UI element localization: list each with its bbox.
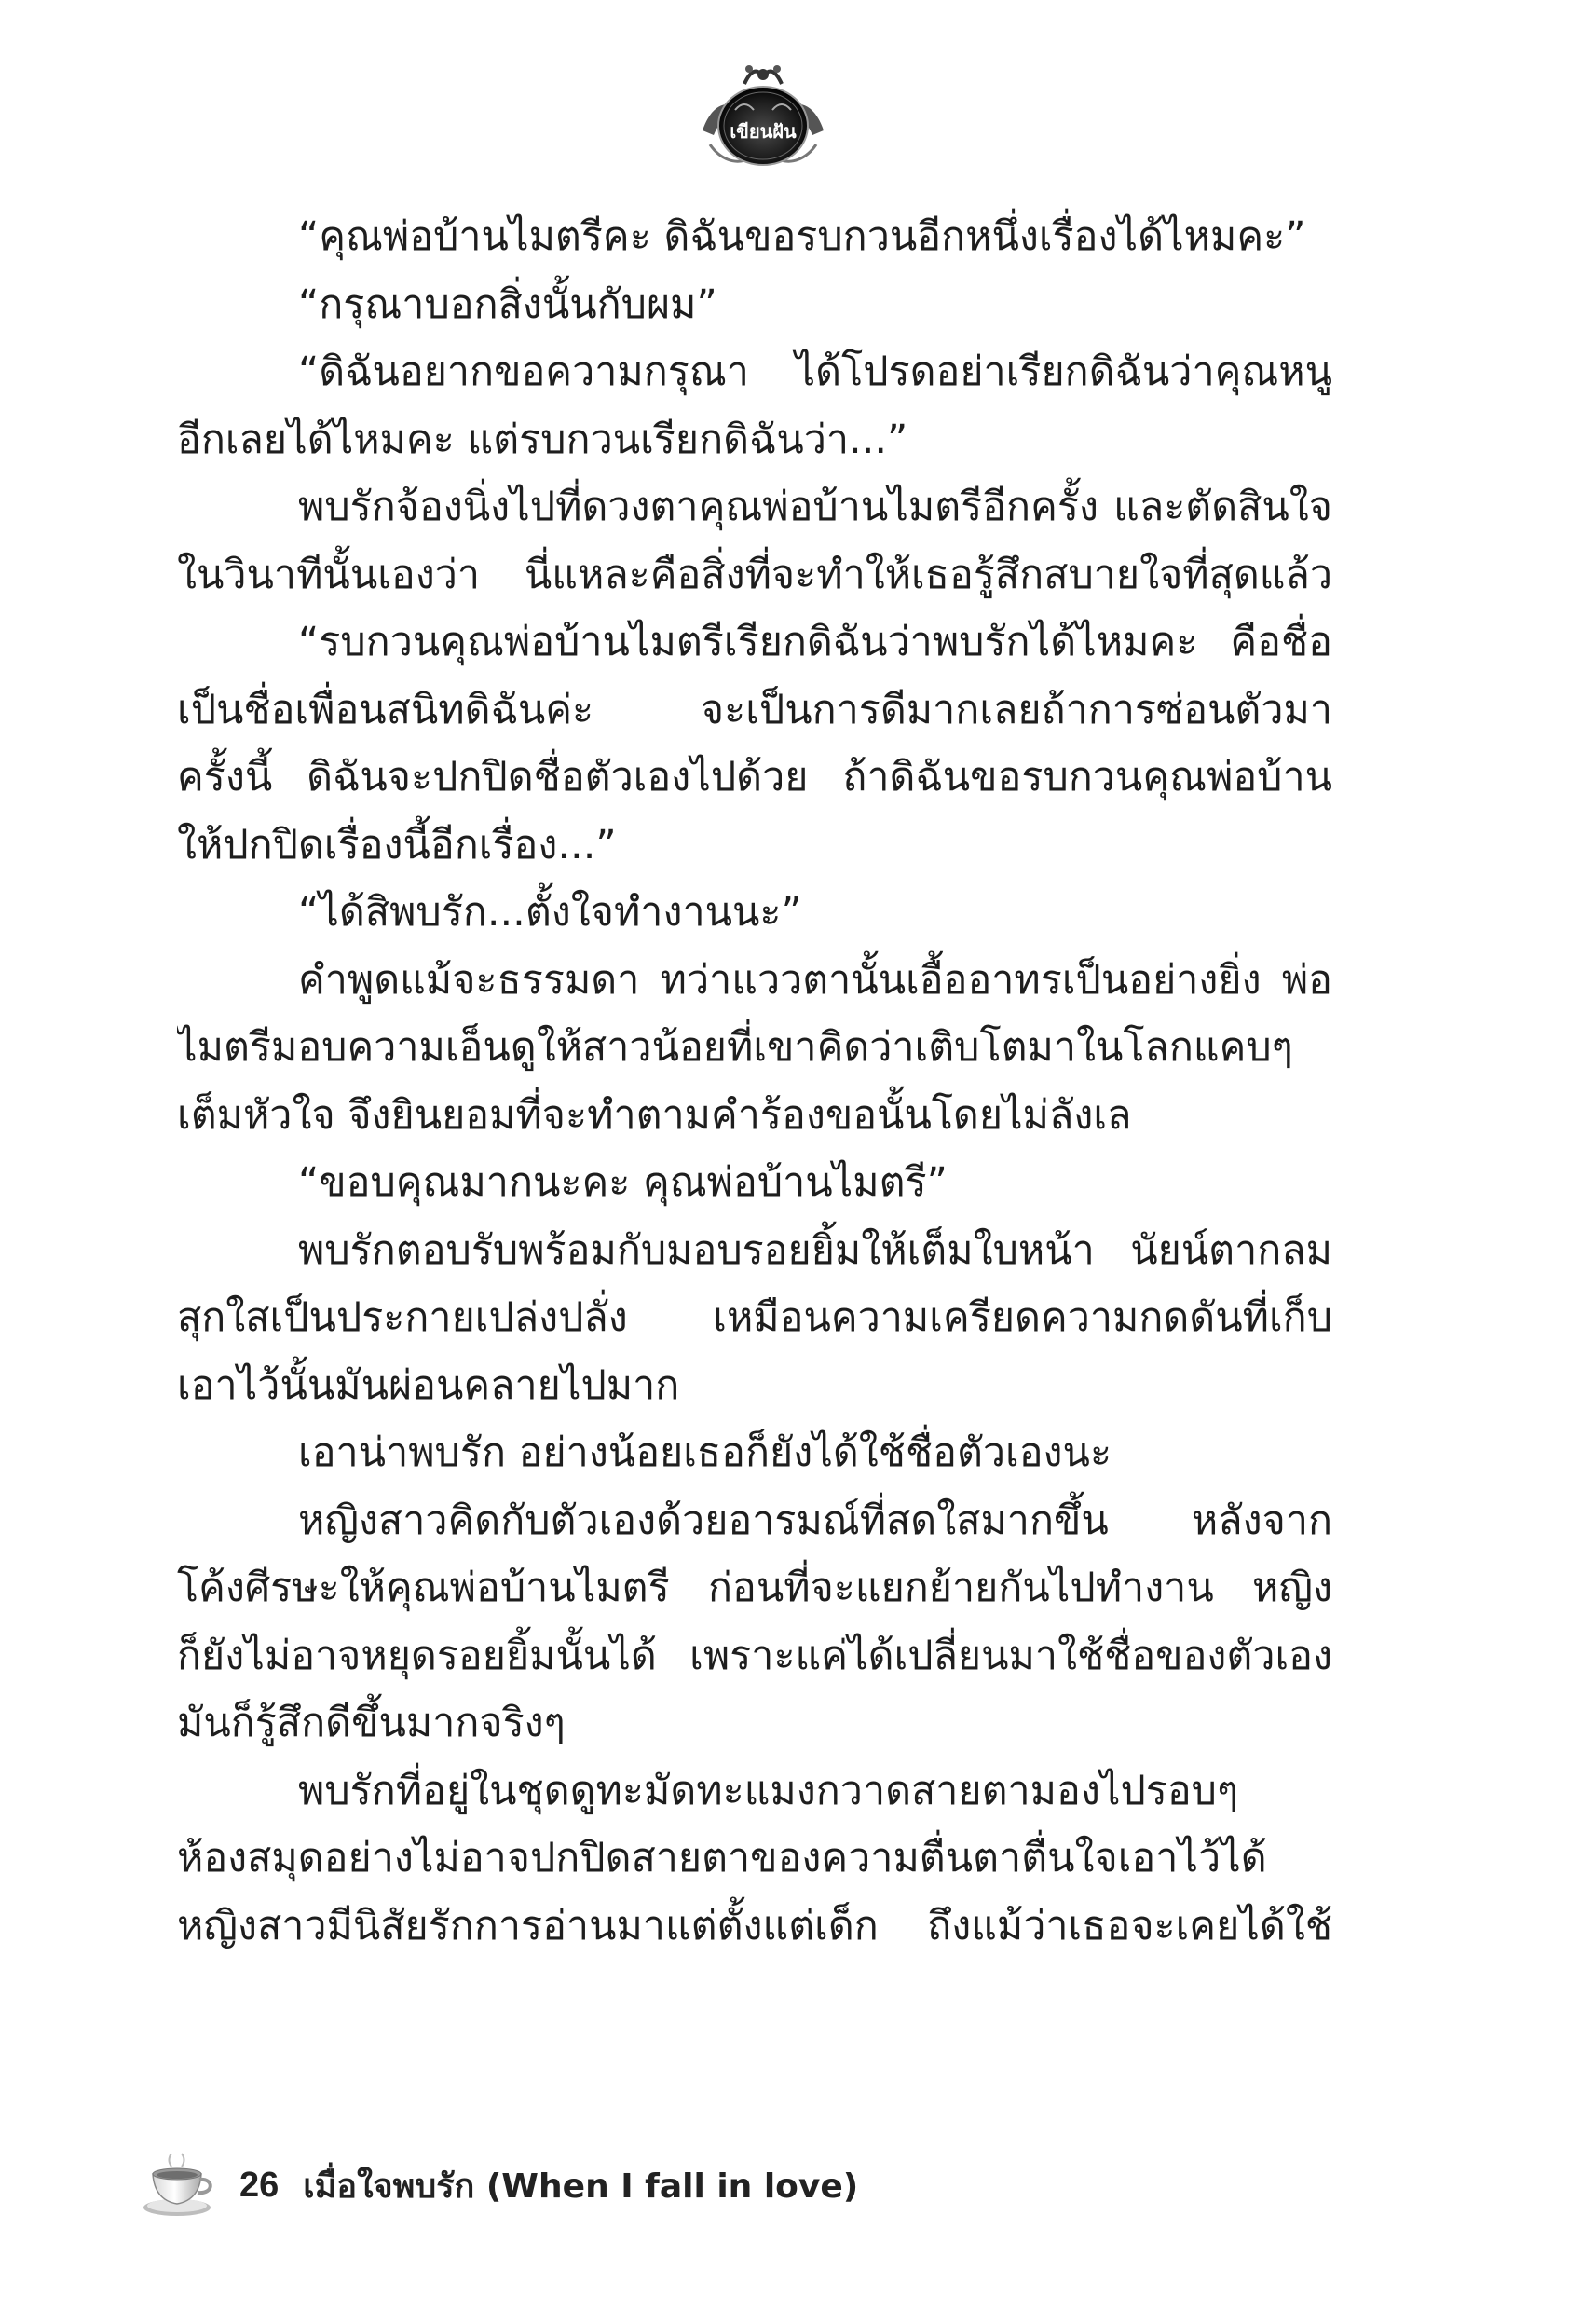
text-line: โค้งศีรษะให้คุณพ่อบ้านไมตรี ก่อนที่จะแยกย้ายกันไปทำงาน หญิง: [177, 1565, 1332, 1611]
text-line: เต็มหัวใจ จึงยินยอมที่จะทำตามคำร้องขอนั้นโดยไม่ลังเล: [177, 1091, 1132, 1139]
text-line: ครั้งนี้ ดิฉันจะปกปิดชื่อตัวเองไปด้วย ถ้าดิฉันขอรบกวนคุณพ่อบ้าน: [177, 754, 1332, 800]
text-line: “รบกวนคุณพ่อบ้านไมตรีเรียกดิฉันว่าพบรักได้ไหมคะ คือชื่อ: [298, 619, 1332, 665]
text-line: ไมตรีมอบความเอ็นดูให้สาวน้อยที่เขาคิดว่าเติบโตมาในโลกแคบๆ: [177, 1024, 1293, 1071]
text-line: เป็นชื่อเพื่อนสนิทดิฉันค่ะ จะเป็นการดีมากเลยถ้าการซ่อนตัวมา: [177, 686, 1332, 733]
page-footer: [140, 2143, 978, 2227]
book-title: เมื่อใจพบรัก (When I fall in love): [303, 2167, 859, 2206]
text-line: ห้องสมุดอย่างไม่อาจปกปิดสายตาของความตื่นตาตื่นใจเอาไว้ได้: [177, 1835, 1267, 1881]
text-line: พบรักตอบรับพร้อมกับมอบรอยยิ้มให้เต็มใบหน้า นัยน์ตากลม: [298, 1226, 1332, 1274]
text-line: ให้ปกปิดเรื่องนี้อีกเรื่อง...”: [177, 821, 617, 868]
text-line: เอาน่าพบรัก อย่างน้อยเธอก็ยังได้ใช้ชื่อตัวเองนะ: [298, 1429, 1112, 1476]
text-line: เอาไว้นั้นมันผ่อนคลายไปมาก: [177, 1361, 680, 1409]
body-text: [177, 203, 1332, 1960]
text-line: คำพูดแม้จะธรรมดา ทว่าแววตานั้นเอื้ออาทรเป็นอย่างยิ่ง พ่อ: [298, 956, 1332, 1004]
text-line: “กรุณาบอกสิ่งนั้นกับผม”: [298, 280, 717, 328]
text-line: “คุณพ่อบ้านไมตรีคะ ดิฉันขอรบกวนอีกหนึ่งเรื่องได้ไหมคะ”: [298, 213, 1306, 260]
text-line: อีกเลยได้ไหมคะ แต่รบกวนเรียกดิฉันว่า...”: [177, 416, 908, 463]
text-line: ในวินาทีนั้นเองว่า นี่แหละคือสิ่งที่จะทำให้เธอรู้สึกสบายใจที่สุดแล้ว: [177, 551, 1332, 598]
text-line: หญิงสาวคิดกับตัวเองด้วยอารมณ์ที่สดใสมากขึ้น หลังจาก: [298, 1497, 1332, 1544]
text-line: หญิงสาวมีนิสัยรักการอ่านมาแต่ตั้งแต่เด็ก ถึงแม้ว่าเธอจะเคยได้ใช้: [177, 1902, 1332, 1949]
text-line: “ได้สิพบรัก...ตั้งใจทำงานนะ”: [298, 889, 802, 936]
text-line: พบรักจ้องนิ่งไปที่ดวงตาคุณพ่อบ้านไมตรีอีกครั้ง และตัดสินใจ: [298, 484, 1332, 530]
publisher-logo-text: เขียนฝัน: [730, 120, 797, 143]
text-line: ก็ยังไม่อาจหยุดรอยยิ้มนั้นได้ เพราะแค่ได้เปลี่ยนมาใช้ชื่อของตัวเอง: [177, 1632, 1332, 1679]
publisher-logo-crest-icon: [693, 56, 833, 177]
publisher-logo: [693, 56, 833, 177]
text-line: พบรักที่อยู่ในชุดดูทะมัดทะแมงกวาดสายตามองไปรอบๆ: [298, 1767, 1239, 1814]
text-line: สุกใสเป็นประกายเปล่งปลั่ง เหมือนความเครียดความกดดันที่เก็บ: [177, 1294, 1332, 1341]
text-line: “ขอบคุณมากนะคะ คุณพ่อบ้านไมตรี”: [298, 1159, 948, 1206]
teacup-icon: [140, 2146, 219, 2225]
text-line: มันก็รู้สึกดีขึ้นมากจริงๆ: [177, 1700, 566, 1746]
page-number: 26: [239, 2165, 280, 2205]
text-line: “ดิฉันอยากขอความกรุณา ได้โปรดอย่าเรียกดิฉันว่าคุณหนู: [298, 349, 1332, 395]
